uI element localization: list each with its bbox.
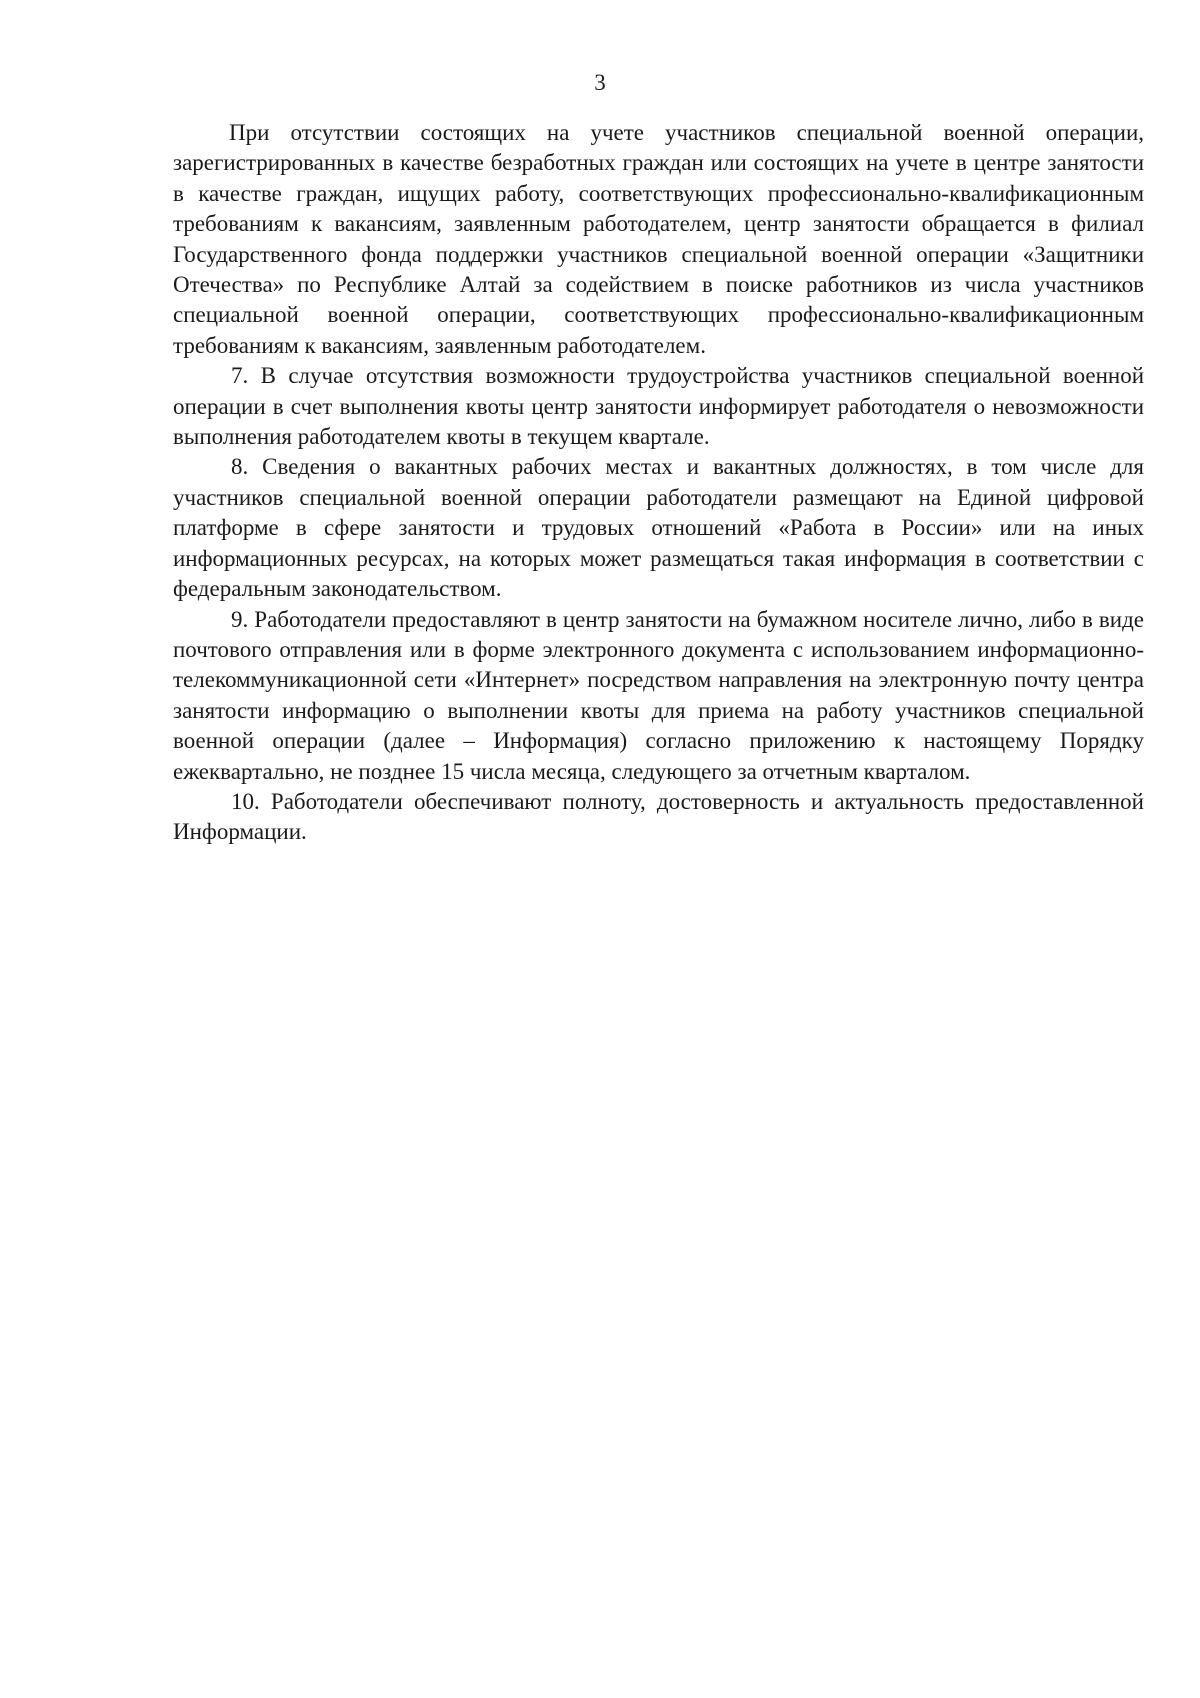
paragraph-continuation: При отсутствии состоящих на учете участников специальной военной операции, зарегистрированных в качестве безработных граждан или состоящих на учете в центре занятости в качестве граждан, ищущих работу, соответствующих профессионально-квалификационным требованиям к вакансиям, заявленным работодателем, центр занятости обращается в филиал Государственного фонда поддержки участников специальной военной операции «Защитники Отечества» по Республике Алтай за содействием в поиске работников из числа участников специальной военной операции, соответствующих профессионально-квалификационным требованиям к вакансиям, заявленным работодателем. xyxy=(173,120,1144,358)
document-body xyxy=(173,118,1144,848)
paragraph-item-10: 10. Работодатели обеспечивают полноту, достоверность и актуальность предоставленной Информации. xyxy=(173,788,1144,845)
paragraph-item-7: 7. В случае отсутствия возможности трудоустройства участников специальной военной операции в счет выполнения квоты центр занятости информирует работодателя о невозможности выполнения работодателем квоты в текущем квартале. xyxy=(173,363,1144,450)
paragraph-item-9: 9. Работодатели предоставляют в центр занятости на бумажном носителе лично, либо в виде почтового отправления или в форме электронного документа с использованием информационно-телекоммуникационной сети «Интернет» посредством направления на электронную почту центра занятости информацию о выполнении квоты для приема на работу участников специальной военной операции (далее – Информация) согласно приложению к настоящему Порядку ежеквартально, не позднее 15 числа месяца, следующего за отчетным кварталом. xyxy=(173,606,1144,784)
paragraph-item-8: 8. Сведения о вакантных рабочих местах и вакантных должностях, в том числе для участников специальной военной операции работодатели размещают на Единой цифровой платформе в сфере занятости и трудовых отношений «Работа в России» или на иных информационных ресурсах, на которых может размещаться такая информация в соответствии с федеральным законодательством. xyxy=(173,454,1144,602)
page-number: 3 xyxy=(594,70,606,95)
